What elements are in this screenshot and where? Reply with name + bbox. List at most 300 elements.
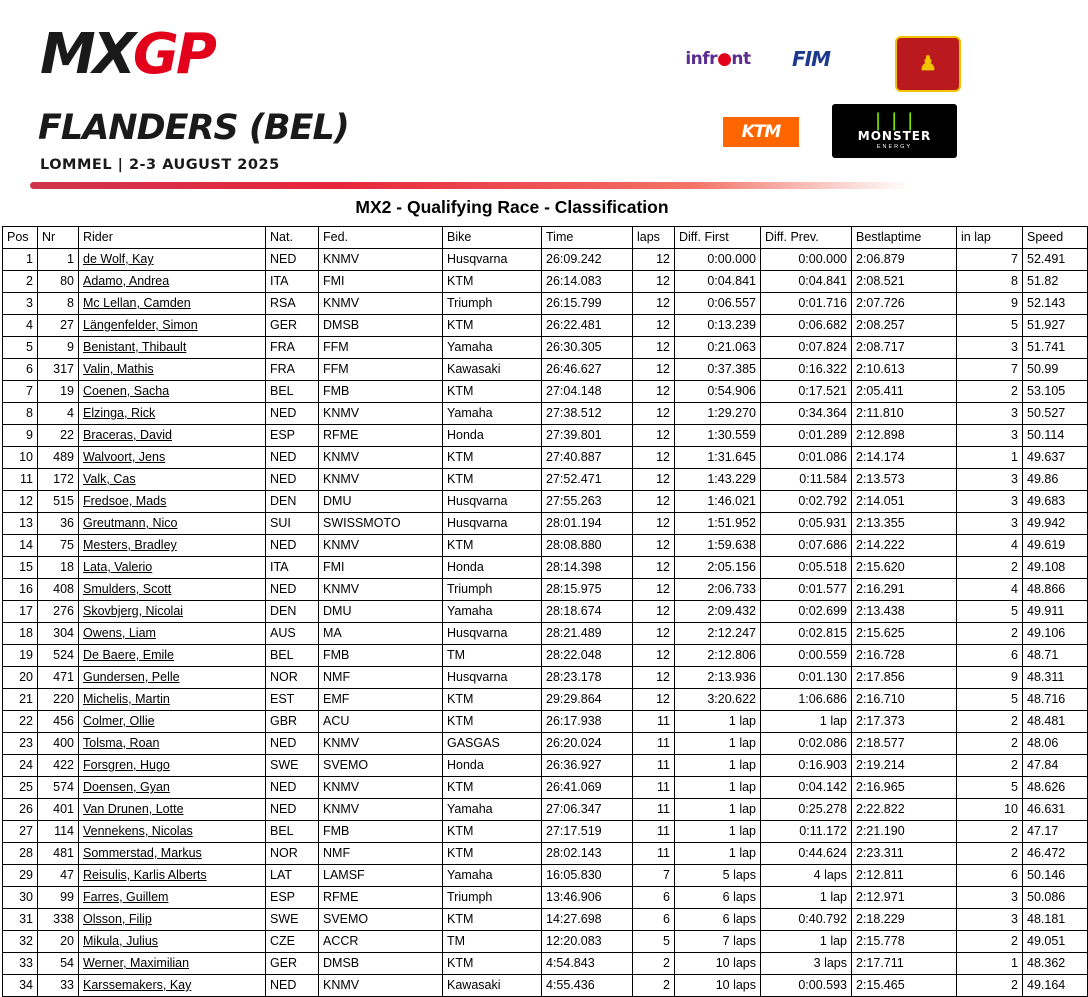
- cell-rider[interactable]: [79, 447, 266, 469]
- cell-diff-first: 1:43.229: [675, 469, 761, 491]
- infront-logo-pre: infr: [685, 49, 718, 69]
- cell-nat: NOR: [266, 667, 319, 689]
- rider-name-link[interactable]: Colmer, Ollie: [83, 714, 155, 728]
- cell-diff-first: 0:13.239: [675, 315, 761, 337]
- cell-laps: 7: [633, 865, 675, 887]
- cell-pos: 9: [3, 425, 38, 447]
- cell-time: 28:08.880: [542, 535, 633, 557]
- rider-name-link[interactable]: Valk, Cas: [83, 472, 136, 486]
- cell-pos: 21: [3, 689, 38, 711]
- table-row: [3, 425, 1088, 447]
- rider-name-link[interactable]: de Wolf, Kay: [83, 252, 154, 266]
- fmb-belgium-logo: [895, 36, 961, 92]
- cell-time: 26:20.024: [542, 733, 633, 755]
- table-row: [3, 975, 1088, 997]
- rider-name-link[interactable]: Michelis, Martin: [83, 692, 170, 706]
- cell-bike: Husqvarna: [443, 491, 542, 513]
- cell-in-lap: 2: [957, 931, 1023, 953]
- cell-diff-prev: 1 lap: [761, 887, 852, 909]
- cell-speed: 49.942: [1023, 513, 1088, 535]
- cell-in-lap: 9: [957, 293, 1023, 315]
- cell-diff-prev: 4 laps: [761, 865, 852, 887]
- rider-name-link[interactable]: Werner, Maximilian: [83, 956, 190, 970]
- cell-time: 26:09.242: [542, 249, 633, 271]
- cell-bike: Triumph: [443, 293, 542, 315]
- cell-bike: TM: [443, 645, 542, 667]
- cell-fed: FMB: [319, 645, 443, 667]
- cell-rider[interactable]: [79, 249, 266, 271]
- cell-pos: 30: [3, 887, 38, 909]
- rider-name-link[interactable]: Gundersen, Pelle: [83, 670, 180, 684]
- cell-bestlaptime: 2:18.229: [852, 909, 957, 931]
- cell-laps: 12: [633, 271, 675, 293]
- cell-fed: DMSB: [319, 315, 443, 337]
- cell-nat: ITA: [266, 271, 319, 293]
- rider-name-link[interactable]: Doensen, Gyan: [83, 780, 170, 794]
- cell-diff-first: 0:54.906: [675, 381, 761, 403]
- cell-bike: Yamaha: [443, 337, 542, 359]
- rider-name-link[interactable]: Walvoort, Jens: [83, 450, 166, 464]
- cell-bestlaptime: 2:19.214: [852, 755, 957, 777]
- cell-bike: GASGAS: [443, 733, 542, 755]
- rider-name-link[interactable]: Fredsoe, Mads: [83, 494, 167, 508]
- cell-pos: 26: [3, 799, 38, 821]
- cell-laps: 12: [633, 249, 675, 271]
- cell-rider[interactable]: [79, 667, 266, 689]
- cell-pos: 17: [3, 601, 38, 623]
- cell-diff-first: 1 lap: [675, 711, 761, 733]
- cell-diff-prev: 0:02.699: [761, 601, 852, 623]
- cell-fed: FMB: [319, 381, 443, 403]
- rider-name-link[interactable]: Mc Lellan, Camden: [83, 296, 191, 310]
- cell-diff-first: 1 lap: [675, 821, 761, 843]
- cell-rider[interactable]: [79, 865, 266, 887]
- rider-name-link[interactable]: Valin, Mathis: [83, 362, 154, 376]
- cell-rider[interactable]: [79, 799, 266, 821]
- cell-pos: 23: [3, 733, 38, 755]
- cell-bike: Honda: [443, 557, 542, 579]
- cell-diff-first: 1:46.021: [675, 491, 761, 513]
- cell-time: 28:01.194: [542, 513, 633, 535]
- cell-speed: 51.82: [1023, 271, 1088, 293]
- mxgp-logo-gp: GP: [132, 22, 214, 87]
- cell-in-lap: 5: [957, 601, 1023, 623]
- cell-diff-prev: 0:02.086: [761, 733, 852, 755]
- cell-speed: 50.086: [1023, 887, 1088, 909]
- cell-pos: 24: [3, 755, 38, 777]
- cell-speed: 49.911: [1023, 601, 1088, 623]
- cell-diff-prev: 0:11.584: [761, 469, 852, 491]
- cell-rider[interactable]: [79, 315, 266, 337]
- cell-bike: KTM: [443, 843, 542, 865]
- cell-bestlaptime: 2:06.879: [852, 249, 957, 271]
- cell-laps: 12: [633, 601, 675, 623]
- rider-name-link[interactable]: Olsson, Filip: [83, 912, 152, 926]
- cell-bike: KTM: [443, 689, 542, 711]
- cell-laps: 11: [633, 843, 675, 865]
- cell-nat: NED: [266, 733, 319, 755]
- rider-name-link[interactable]: Greutmann, Nico: [83, 516, 178, 530]
- cell-bike: KTM: [443, 777, 542, 799]
- cell-fed: KNMV: [319, 733, 443, 755]
- column-header-fed: Fed.: [319, 227, 443, 249]
- rider-name-link[interactable]: Reisulis, Karlis Alberts: [83, 868, 207, 882]
- cell-laps: 2: [633, 953, 675, 975]
- cell-bestlaptime: 2:08.717: [852, 337, 957, 359]
- cell-fed: KNMV: [319, 975, 443, 997]
- cell-nat: NED: [266, 975, 319, 997]
- cell-diff-first: 1 lap: [675, 799, 761, 821]
- cell-pos: 29: [3, 865, 38, 887]
- cell-speed: 52.143: [1023, 293, 1088, 315]
- infront-logo-dot: ●: [717, 49, 732, 69]
- cell-fed: SWISSMOTO: [319, 513, 443, 535]
- cell-speed: 49.108: [1023, 557, 1088, 579]
- cell-nat: NED: [266, 447, 319, 469]
- cell-rider[interactable]: [79, 689, 266, 711]
- cell-fed: RFME: [319, 887, 443, 909]
- cell-fed: NMF: [319, 843, 443, 865]
- cell-bestlaptime: 2:12.898: [852, 425, 957, 447]
- cell-time: 27:39.801: [542, 425, 633, 447]
- cell-bestlaptime: 2:05.411: [852, 381, 957, 403]
- cell-pos: 31: [3, 909, 38, 931]
- cell-speed: 48.181: [1023, 909, 1088, 931]
- cell-time: 26:17.938: [542, 711, 633, 733]
- cell-laps: 12: [633, 513, 675, 535]
- cell-laps: 12: [633, 689, 675, 711]
- cell-bike: KTM: [443, 711, 542, 733]
- cell-bestlaptime: 2:17.373: [852, 711, 957, 733]
- rider-name-link[interactable]: Lata, Valerio: [83, 560, 153, 574]
- cell-fed: MA: [319, 623, 443, 645]
- cell-nr: 456: [38, 711, 79, 733]
- rider-name-link[interactable]: Braceras, David: [83, 428, 172, 442]
- cell-bike: Husqvarna: [443, 249, 542, 271]
- cell-bike: Honda: [443, 425, 542, 447]
- cell-diff-prev: 0:17.521: [761, 381, 852, 403]
- cell-laps: 6: [633, 887, 675, 909]
- cell-in-lap: 2: [957, 975, 1023, 997]
- cell-fed: KNMV: [319, 579, 443, 601]
- cell-diff-prev: 0:11.172: [761, 821, 852, 843]
- cell-speed: 49.164: [1023, 975, 1088, 997]
- cell-pos: 4: [3, 315, 38, 337]
- cell-in-lap: 6: [957, 645, 1023, 667]
- cell-laps: 12: [633, 447, 675, 469]
- rider-name-link[interactable]: De Baere, Emile: [83, 648, 175, 662]
- cell-bestlaptime: 2:16.291: [852, 579, 957, 601]
- cell-diff-prev: 0:34.364: [761, 403, 852, 425]
- cell-speed: 49.051: [1023, 931, 1088, 953]
- cell-time: 4:55.436: [542, 975, 633, 997]
- cell-diff-first: 5 laps: [675, 865, 761, 887]
- cell-rider[interactable]: [79, 513, 266, 535]
- cell-bestlaptime: 2:11.810: [852, 403, 957, 425]
- cell-nat: SWE: [266, 909, 319, 931]
- cell-nr: 1: [38, 249, 79, 271]
- cell-diff-prev: 0:02.792: [761, 491, 852, 513]
- cell-bestlaptime: 2:15.778: [852, 931, 957, 953]
- cell-in-lap: 10: [957, 799, 1023, 821]
- cell-nat: SWE: [266, 755, 319, 777]
- cell-bestlaptime: 2:23.311: [852, 843, 957, 865]
- cell-nr: 422: [38, 755, 79, 777]
- cell-nat: ITA: [266, 557, 319, 579]
- cell-pos: 18: [3, 623, 38, 645]
- cell-nat: NED: [266, 799, 319, 821]
- cell-rider[interactable]: [79, 491, 266, 513]
- cell-in-lap: 9: [957, 667, 1023, 689]
- cell-laps: 12: [633, 667, 675, 689]
- table-row: [3, 623, 1088, 645]
- cell-rider[interactable]: [79, 623, 266, 645]
- cell-pos: 20: [3, 667, 38, 689]
- cell-nat: GER: [266, 315, 319, 337]
- cell-rider[interactable]: [79, 755, 266, 777]
- cell-nr: 489: [38, 447, 79, 469]
- cell-in-lap: 3: [957, 491, 1023, 513]
- cell-bike: Yamaha: [443, 865, 542, 887]
- cell-pos: 5: [3, 337, 38, 359]
- rider-name-link[interactable]: Farres, Guillem: [83, 890, 169, 904]
- rider-name-link[interactable]: Benistant, Thibault: [83, 340, 187, 354]
- cell-laps: 12: [633, 337, 675, 359]
- cell-in-lap: 3: [957, 337, 1023, 359]
- table-row: [3, 821, 1088, 843]
- cell-fed: KNMV: [319, 777, 443, 799]
- cell-time: 14:27.698: [542, 909, 633, 931]
- cell-rider[interactable]: [79, 293, 266, 315]
- cell-in-lap: 2: [957, 557, 1023, 579]
- cell-rider[interactable]: [79, 975, 266, 997]
- cell-bestlaptime: 2:17.856: [852, 667, 957, 689]
- cell-nr: 18: [38, 557, 79, 579]
- cell-pos: 27: [3, 821, 38, 843]
- cell-time: 27:55.263: [542, 491, 633, 513]
- cell-in-lap: 3: [957, 909, 1023, 931]
- cell-speed: 52.491: [1023, 249, 1088, 271]
- cell-fed: KNMV: [319, 447, 443, 469]
- cell-rider[interactable]: [79, 711, 266, 733]
- cell-rider[interactable]: [79, 733, 266, 755]
- cell-bike: Husqvarna: [443, 623, 542, 645]
- column-header-laps: laps: [633, 227, 675, 249]
- rider-name-link[interactable]: Sommerstad, Markus: [83, 846, 202, 860]
- cell-nr: 8: [38, 293, 79, 315]
- cell-laps: 2: [633, 975, 675, 997]
- cell-rider[interactable]: [79, 887, 266, 909]
- cell-rider[interactable]: [79, 557, 266, 579]
- cell-pos: 11: [3, 469, 38, 491]
- table-row: [3, 337, 1088, 359]
- cell-rider[interactable]: [79, 645, 266, 667]
- cell-bestlaptime: 2:12.971: [852, 887, 957, 909]
- cell-rider[interactable]: [79, 843, 266, 865]
- cell-pos: 12: [3, 491, 38, 513]
- cell-nr: 338: [38, 909, 79, 931]
- results-table: [2, 226, 1088, 997]
- cell-time: 28:02.143: [542, 843, 633, 865]
- cell-bike: Yamaha: [443, 601, 542, 623]
- table-row: [3, 645, 1088, 667]
- rider-name-link[interactable]: Karssemakers, Kay: [83, 978, 192, 992]
- cell-nr: 9: [38, 337, 79, 359]
- column-header-bike: Bike: [443, 227, 542, 249]
- cell-fed: NMF: [319, 667, 443, 689]
- cell-rider[interactable]: [79, 469, 266, 491]
- cell-speed: 48.06: [1023, 733, 1088, 755]
- cell-time: 27:06.347: [542, 799, 633, 821]
- cell-rider[interactable]: [79, 337, 266, 359]
- rider-name-link[interactable]: Längenfelder, Simon: [83, 318, 198, 332]
- cell-in-lap: 3: [957, 887, 1023, 909]
- cell-in-lap: 5: [957, 689, 1023, 711]
- rider-name-link[interactable]: Forsgren, Hugo: [83, 758, 170, 772]
- cell-diff-first: 1 lap: [675, 755, 761, 777]
- cell-pos: 3: [3, 293, 38, 315]
- cell-fed: KNMV: [319, 403, 443, 425]
- rider-name-link[interactable]: Mikula, Julius: [83, 934, 159, 948]
- cell-laps: 11: [633, 733, 675, 755]
- cell-laps: 12: [633, 557, 675, 579]
- page-header: [0, 0, 1024, 195]
- cell-rider[interactable]: [79, 403, 266, 425]
- cell-fed: LAMSF: [319, 865, 443, 887]
- table-row: [3, 843, 1088, 865]
- cell-bike: KTM: [443, 469, 542, 491]
- cell-bestlaptime: 2:14.174: [852, 447, 957, 469]
- cell-diff-first: 6 laps: [675, 887, 761, 909]
- rider-name-link[interactable]: Coenen, Sacha: [83, 384, 170, 398]
- rider-name-link[interactable]: Van Drunen, Lotte: [83, 802, 184, 816]
- cell-in-lap: 2: [957, 623, 1023, 645]
- cell-laps: 12: [633, 293, 675, 315]
- cell-diff-prev: 0:25.278: [761, 799, 852, 821]
- cell-time: 26:36.927: [542, 755, 633, 777]
- cell-rider[interactable]: [79, 909, 266, 931]
- column-header-diff-prev: Diff. Prev.: [761, 227, 852, 249]
- cell-pos: 2: [3, 271, 38, 293]
- rider-name-link[interactable]: Elzinga, Rick: [83, 406, 156, 420]
- cell-time: 27:04.148: [542, 381, 633, 403]
- cell-bestlaptime: 2:15.465: [852, 975, 957, 997]
- rider-name-link[interactable]: Vennekens, Nicolas: [83, 824, 193, 838]
- cell-nat: FRA: [266, 359, 319, 381]
- event-name: FLANDERS (BEL): [38, 108, 349, 148]
- cell-in-lap: 2: [957, 381, 1023, 403]
- cell-laps: 12: [633, 359, 675, 381]
- cell-rider[interactable]: [79, 579, 266, 601]
- cell-speed: 51.741: [1023, 337, 1088, 359]
- cell-nr: 4: [38, 403, 79, 425]
- fim-logo: FIM: [791, 47, 830, 71]
- cell-rider[interactable]: [79, 777, 266, 799]
- cell-bike: Honda: [443, 755, 542, 777]
- cell-bike: Husqvarna: [443, 513, 542, 535]
- cell-bestlaptime: 2:17.711: [852, 953, 957, 975]
- cell-rider[interactable]: [79, 821, 266, 843]
- monster-claw-icon: ❘❘❘: [870, 109, 919, 131]
- cell-rider[interactable]: [79, 601, 266, 623]
- cell-in-lap: 2: [957, 843, 1023, 865]
- cell-in-lap: 6: [957, 865, 1023, 887]
- cell-in-lap: 7: [957, 249, 1023, 271]
- cell-rider[interactable]: [79, 359, 266, 381]
- cell-pos: 16: [3, 579, 38, 601]
- cell-diff-prev: 1 lap: [761, 711, 852, 733]
- cell-laps: 12: [633, 491, 675, 513]
- mxgp-logo-mx: MX: [40, 22, 133, 87]
- cell-rider[interactable]: [79, 425, 266, 447]
- cell-rider[interactable]: [79, 271, 266, 293]
- rider-name-link[interactable]: Tolsma, Roan: [83, 736, 160, 750]
- rider-name-link[interactable]: Skovbjerg, Nicolai: [83, 604, 184, 618]
- cell-nr: 400: [38, 733, 79, 755]
- table-row: [3, 887, 1088, 909]
- cell-diff-first: 1 lap: [675, 777, 761, 799]
- cell-nr: 80: [38, 271, 79, 293]
- cell-speed: 48.626: [1023, 777, 1088, 799]
- cell-bestlaptime: 2:14.222: [852, 535, 957, 557]
- cell-pos: 13: [3, 513, 38, 535]
- monster-logo-name: MONSTER: [857, 128, 932, 143]
- table-row: [3, 535, 1088, 557]
- cell-time: 27:52.471: [542, 469, 633, 491]
- cell-diff-first: 6 laps: [675, 909, 761, 931]
- cell-rider[interactable]: [79, 381, 266, 403]
- cell-bike: KTM: [443, 271, 542, 293]
- cell-fed: SVEMO: [319, 909, 443, 931]
- cell-speed: 49.683: [1023, 491, 1088, 513]
- cell-in-lap: 2: [957, 755, 1023, 777]
- table-row: [3, 667, 1088, 689]
- cell-fed: KNMV: [319, 799, 443, 821]
- cell-time: 28:14.398: [542, 557, 633, 579]
- cell-laps: 11: [633, 799, 675, 821]
- column-header-nr: Nr: [38, 227, 79, 249]
- cell-bike: KTM: [443, 315, 542, 337]
- table-row: [3, 271, 1088, 293]
- cell-in-lap: 2: [957, 733, 1023, 755]
- cell-in-lap: 7: [957, 359, 1023, 381]
- cell-nr: 317: [38, 359, 79, 381]
- rider-name-link[interactable]: Adamo, Andrea: [83, 274, 170, 288]
- cell-bike: Yamaha: [443, 799, 542, 821]
- cell-nr: 304: [38, 623, 79, 645]
- table-row: [3, 909, 1088, 931]
- cell-fed: KNMV: [319, 535, 443, 557]
- rider-name-link[interactable]: Mesters, Bradley: [83, 538, 177, 552]
- cell-in-lap: 3: [957, 403, 1023, 425]
- cell-diff-first: 10 laps: [675, 975, 761, 997]
- cell-bike: Yamaha: [443, 403, 542, 425]
- rider-name-link[interactable]: Owens, Liam: [83, 626, 156, 640]
- red-swoosh-divider: [30, 182, 910, 189]
- cell-in-lap: 2: [957, 711, 1023, 733]
- cell-nat: NED: [266, 535, 319, 557]
- cell-pos: 6: [3, 359, 38, 381]
- cell-rider[interactable]: [79, 535, 266, 557]
- cell-rider[interactable]: [79, 953, 266, 975]
- cell-nr: 408: [38, 579, 79, 601]
- cell-rider[interactable]: [79, 931, 266, 953]
- cell-diff-prev: 0:01.130: [761, 667, 852, 689]
- table-row: [3, 799, 1088, 821]
- cell-nat: BEL: [266, 645, 319, 667]
- cell-nat: BEL: [266, 381, 319, 403]
- rider-name-link[interactable]: Smulders, Scott: [83, 582, 172, 596]
